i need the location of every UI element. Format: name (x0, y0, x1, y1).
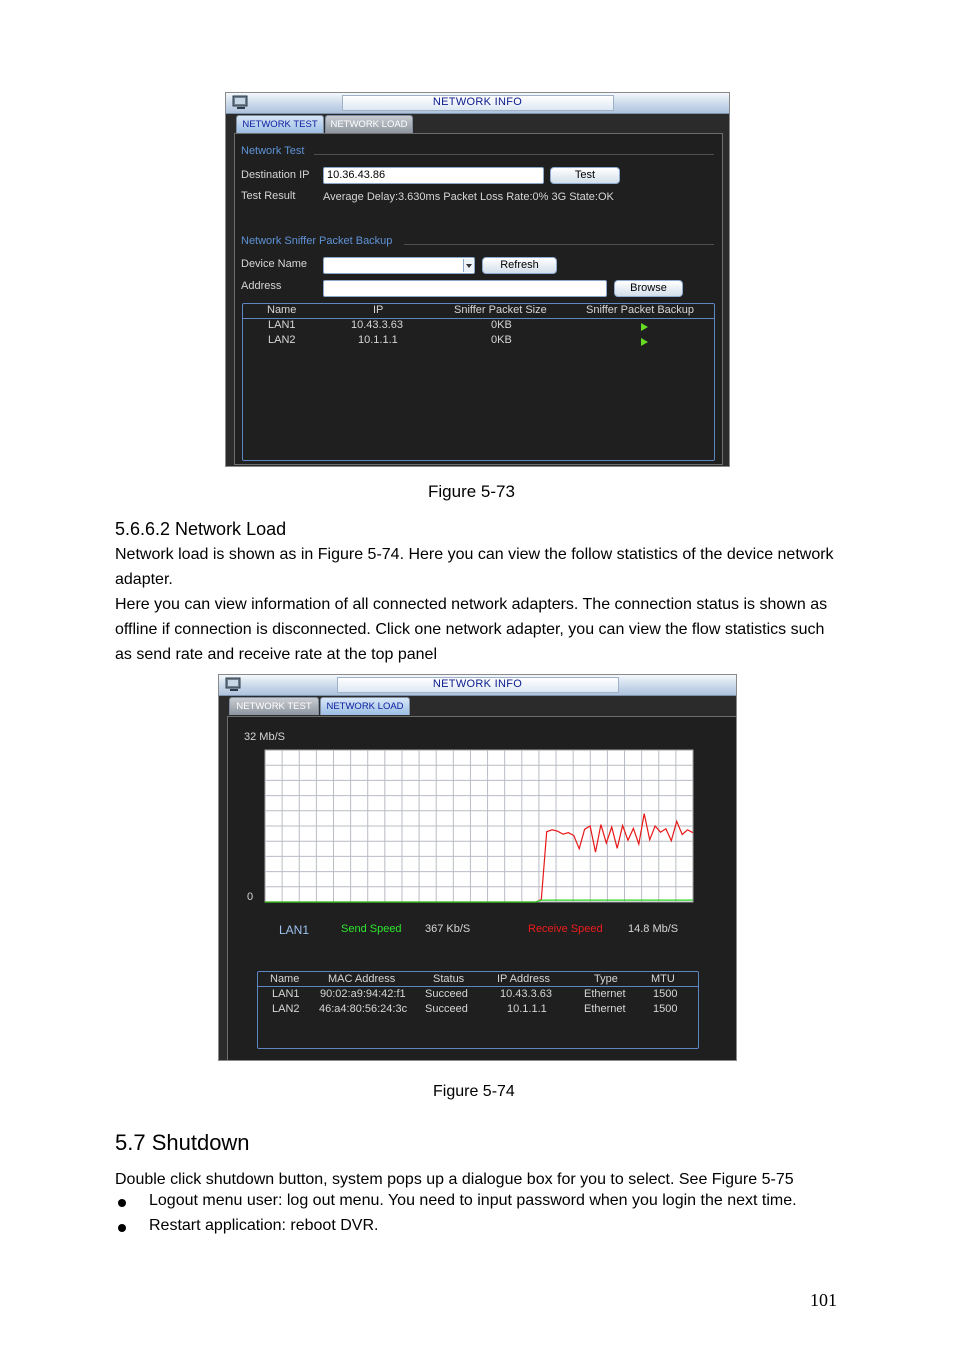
device-name-select[interactable] (323, 257, 475, 274)
column-header-name: Name (267, 304, 297, 316)
table-row-type: Ethernet (584, 988, 626, 1000)
table-row-size: 0KB (491, 334, 512, 346)
table-row-mtu: 1500 (653, 988, 678, 1000)
tab-network-test[interactable]: NETWORK TEST (236, 115, 324, 133)
device-name-label: Device Name (241, 258, 308, 270)
network-info-window-test (225, 92, 730, 467)
bullet-icon (118, 1224, 126, 1232)
table-row-type: Ethernet (584, 1003, 626, 1015)
network-test-section-title: Network Test (241, 145, 305, 157)
paragraph: Network load is shown as in Figure 5-74. Here you can view the follow statistics of the device network adapter. (115, 546, 834, 588)
column-header-status: Status (433, 973, 465, 985)
column-header-sniffer-backup: Sniffer Packet Backup (586, 304, 695, 316)
destination-ip-label: Destination IP (241, 169, 310, 181)
tab-network-test[interactable]: NETWORK TEST (229, 697, 319, 715)
window-titlebar (226, 93, 729, 114)
browse-button[interactable]: Browse (614, 280, 683, 297)
column-header-mac: MAC Address (328, 973, 396, 985)
chart-ymax-label: 32 Mb/S (244, 731, 285, 743)
column-header-name: Name (270, 973, 300, 985)
window-title: NETWORK INFO (432, 96, 523, 108)
figure-caption-5-73: Figure 5-73 (428, 482, 515, 501)
send-speed-value: 367 Kb/S (425, 923, 471, 935)
receive-speed-value: 14.8 Mb/S (628, 923, 679, 935)
test-button[interactable]: Test (550, 167, 620, 184)
sniffer-section-title: Network Sniffer Packet Backup (241, 235, 393, 247)
network-load-chart (263, 748, 695, 904)
table-row-mtu: 1500 (653, 1003, 678, 1015)
test-result-label: Test Result (241, 190, 296, 202)
table-row-size: 0KB (491, 319, 512, 331)
network-info-window-load (218, 674, 737, 1061)
bullet-icon (118, 1199, 126, 1207)
window-title: NETWORK INFO (432, 678, 523, 690)
window-titlebar (219, 675, 736, 696)
table-row-mac: 90:02:a9:94:42:f1 (320, 988, 406, 1000)
subsection-heading: 5.6.6.2 Network Load (115, 519, 287, 539)
receive-speed-label: Receive Speed (528, 923, 603, 935)
table-row-name[interactable]: LAN1 (272, 988, 300, 1000)
send-speed-label: Send Speed (341, 923, 402, 935)
table-row-ip: 10.43.3.63 (500, 988, 552, 1000)
table-row-ip: 10.1.1.1 (507, 1003, 547, 1015)
destination-ip-input[interactable]: 10.36.43.86 (323, 167, 544, 184)
chart-ymin-label: 0 (247, 891, 254, 903)
table-row-mac: 46:a4:80:56:24:3c (319, 1003, 408, 1015)
table-row-status: Succeed (425, 1003, 468, 1015)
column-header-sniffer-size: Sniffer Packet Size (454, 304, 547, 316)
table-row-name[interactable]: LAN2 (272, 1003, 300, 1015)
table-row-name: LAN1 (268, 319, 296, 331)
play-icon[interactable] (641, 338, 648, 346)
column-header-ip: IP Address (497, 973, 550, 985)
column-header-type: Type (594, 973, 618, 985)
column-header-ip: IP (373, 304, 384, 316)
column-header-mtu: MTU (651, 973, 675, 985)
table-row-ip: 10.1.1.1 (358, 334, 398, 346)
list-item: Restart application: reboot DVR. (149, 1217, 379, 1234)
section-heading: 5.7 Shutdown (115, 1130, 250, 1155)
tab-network-load[interactable]: NETWORK LOAD (320, 697, 410, 715)
page-number: 101 (810, 1290, 837, 1310)
play-icon[interactable] (641, 323, 648, 331)
table-row-ip: 10.43.3.63 (351, 319, 403, 331)
paragraph: Double click shutdown button, system pops up a dialogue box for you to select. See Figure 5-75 (115, 1171, 794, 1188)
figure-caption-5-74: Figure 5-74 (433, 1083, 515, 1100)
chevron-down-icon[interactable] (463, 259, 474, 272)
adapter-name-label[interactable]: LAN1 (279, 923, 310, 937)
table-row-status: Succeed (425, 988, 468, 1000)
tab-network-load[interactable]: NETWORK LOAD (325, 115, 413, 133)
test-result-value: Average Delay:3.630ms Packet Loss Rate:0% 3G State:OK (323, 191, 614, 203)
list-item: Logout menu user: log out menu. You need to input password when you login the next time. (149, 1192, 797, 1209)
address-label: Address (241, 280, 282, 292)
refresh-button[interactable]: Refresh (482, 257, 557, 274)
address-input[interactable] (323, 280, 607, 297)
paragraph: Here you can view information of all connected network adapters. The connection status is shown as offline if connection is disconnected. Click one network adapter, you can view the flow statistics such as send rate and receive rate at the top panel (115, 596, 828, 663)
table-row-name: LAN2 (268, 334, 296, 346)
